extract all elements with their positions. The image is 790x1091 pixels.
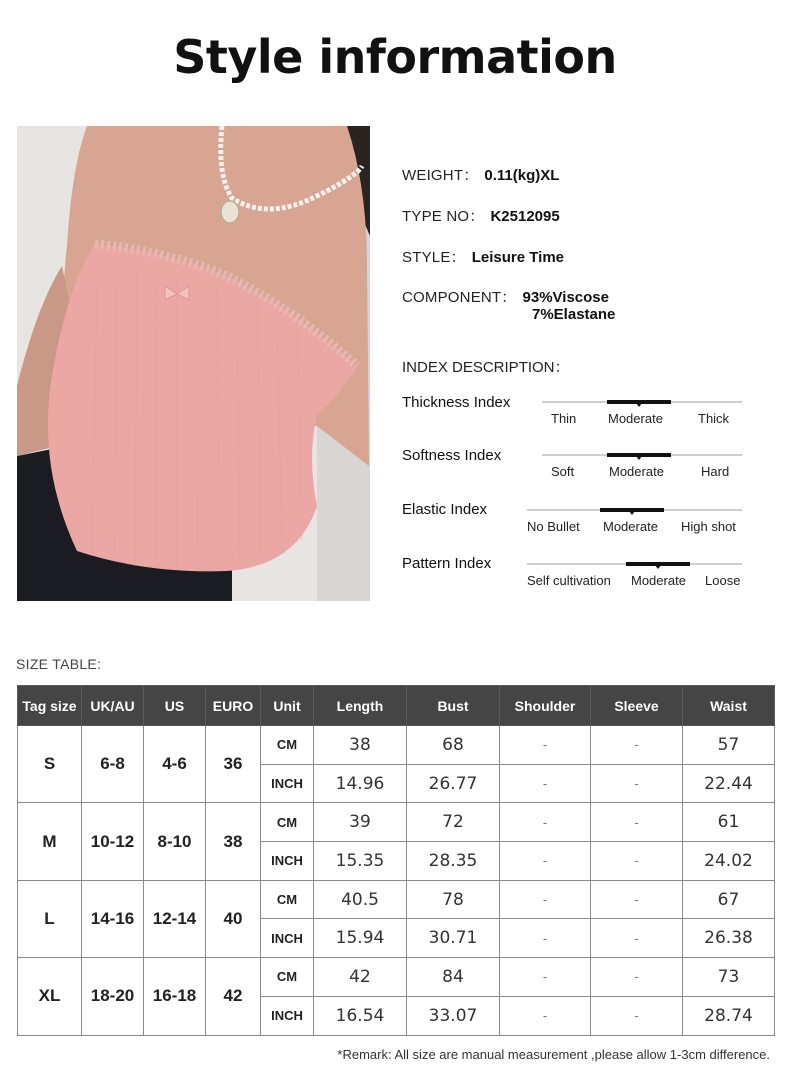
uk-au-cell: 6-8 (82, 726, 144, 803)
length-cell: 16.54 (314, 996, 407, 1035)
us-cell: 8-10 (144, 803, 206, 880)
sleeve-cell: - (591, 764, 683, 803)
index-option: Self cultivation (527, 573, 611, 588)
shoulder-cell: - (500, 996, 591, 1035)
component-label: COMPONENT： (402, 289, 517, 306)
style-row (402, 246, 564, 267)
type-value: K2512095 (490, 208, 560, 225)
bust-cell: 26.77 (407, 764, 500, 803)
size-table (17, 685, 775, 1036)
table-row (18, 880, 775, 919)
table-header-row (18, 686, 775, 726)
component-value-2: 7%Elastane (532, 306, 616, 323)
index-marker (626, 562, 690, 566)
weight-row (402, 164, 559, 185)
unit-cell: CM (261, 880, 314, 919)
page-title: Style information (173, 30, 617, 84)
type-row (402, 205, 560, 226)
component-value-1: 93%Viscose (522, 289, 609, 306)
table-row (18, 958, 775, 997)
euro-cell: 36 (206, 726, 261, 803)
sleeve-cell: - (591, 996, 683, 1035)
component-row (402, 286, 616, 323)
unit-cell: CM (261, 803, 314, 842)
waist-cell: 24.02 (683, 842, 775, 881)
index-name: Softness Index (402, 447, 502, 464)
header-euro: EURO (206, 686, 261, 726)
table-row (18, 803, 775, 842)
index-name: Thickness Index (402, 394, 511, 411)
product-photo (17, 126, 370, 601)
index-option: Loose (705, 573, 741, 588)
us-cell: 12-14 (144, 880, 206, 957)
tag-size-cell: M (18, 803, 82, 880)
sleeve-cell: - (591, 842, 683, 881)
softness-index (402, 447, 752, 487)
euro-cell: 38 (206, 803, 261, 880)
tag-size-cell: S (18, 726, 82, 803)
style-value: Leisure Time (471, 249, 564, 266)
index-option: Hard (701, 464, 730, 479)
index-option: High shot (681, 519, 736, 534)
index-marker (607, 453, 671, 457)
sleeve-cell: - (591, 803, 683, 842)
header-waist: Waist (683, 686, 775, 726)
shoulder-cell: - (500, 958, 591, 997)
shoulder-cell: - (500, 842, 591, 881)
index-marker (607, 400, 671, 404)
index-option: Soft (551, 464, 575, 479)
size-table-label: SIZE TABLE: (16, 656, 102, 672)
waist-cell: 61 (683, 803, 775, 842)
sleeve-cell: - (591, 880, 683, 919)
sleeve-cell: - (591, 726, 683, 765)
unit-cell: INCH (261, 764, 314, 803)
us-cell: 4-6 (144, 726, 206, 803)
header-shoulder: Shoulder (500, 686, 591, 726)
header-length: Length (314, 686, 407, 726)
bust-cell: 78 (407, 880, 500, 919)
waist-cell: 67 (683, 880, 775, 919)
length-cell: 38 (314, 726, 407, 765)
bust-cell: 30.71 (407, 919, 500, 958)
shoulder-cell: - (500, 919, 591, 958)
pattern-index (402, 555, 752, 595)
uk-au-cell: 18-20 (82, 958, 144, 1035)
uk-au-cell: 10-12 (82, 803, 144, 880)
length-cell: 15.35 (314, 842, 407, 881)
waist-cell: 73 (683, 958, 775, 997)
header-unit: Unit (261, 686, 314, 726)
unit-cell: CM (261, 958, 314, 997)
unit-cell: INCH (261, 842, 314, 881)
bust-cell: 72 (407, 803, 500, 842)
bust-cell: 28.35 (407, 842, 500, 881)
index-option-selected: Moderate (609, 464, 664, 479)
index-heading: INDEX DESCRIPTION： (402, 359, 570, 376)
header-tag-size: Tag size (18, 686, 82, 726)
index-option: Thick (698, 411, 730, 426)
index-option: Thin (551, 411, 577, 426)
bust-cell: 68 (407, 726, 500, 765)
euro-cell: 40 (206, 880, 261, 957)
index-option-selected: Moderate (603, 519, 658, 534)
shoulder-cell: - (500, 764, 591, 803)
header-us: US (144, 686, 206, 726)
sleeve-cell: - (591, 958, 683, 997)
elastic-index (402, 501, 752, 541)
table-row (18, 726, 775, 765)
length-cell: 42 (314, 958, 407, 997)
length-cell: 15.94 (314, 919, 407, 958)
header-bust: Bust (407, 686, 500, 726)
waist-cell: 57 (683, 726, 775, 765)
index-option: No Bullet (527, 519, 580, 534)
index-name: Elastic Index (402, 501, 488, 518)
shoulder-cell: - (500, 726, 591, 765)
sleeve-cell: - (591, 919, 683, 958)
uk-au-cell: 14-16 (82, 880, 144, 957)
shoulder-cell: - (500, 803, 591, 842)
waist-cell: 22.44 (683, 764, 775, 803)
index-option-selected: Moderate (631, 573, 686, 588)
index-marker (600, 508, 664, 512)
tag-size-cell: XL (18, 958, 82, 1035)
index-name: Pattern Index (402, 555, 492, 572)
euro-cell: 42 (206, 958, 261, 1035)
header-sleeve: Sleeve (591, 686, 683, 726)
thickness-index (402, 394, 752, 434)
bust-cell: 33.07 (407, 996, 500, 1035)
unit-cell: INCH (261, 996, 314, 1035)
index-option-selected: Moderate (608, 411, 663, 426)
waist-cell: 26.38 (683, 919, 775, 958)
unit-cell: CM (261, 726, 314, 765)
tag-size-cell: L (18, 880, 82, 957)
unit-cell: INCH (261, 919, 314, 958)
length-cell: 40.5 (314, 880, 407, 919)
header-uk-au: UK/AU (82, 686, 144, 726)
length-cell: 39 (314, 803, 407, 842)
style-label: STYLE： (402, 249, 466, 266)
waist-cell: 28.74 (683, 996, 775, 1035)
bust-cell: 84 (407, 958, 500, 997)
us-cell: 16-18 (144, 958, 206, 1035)
shoulder-cell: - (500, 880, 591, 919)
length-cell: 14.96 (314, 764, 407, 803)
type-label: TYPE NO： (402, 208, 485, 225)
remark-note: *Remark: All size are manual measurement ,please allow 1-3cm difference. (337, 1047, 770, 1062)
weight-value: 0.11(kg)XL (484, 167, 560, 184)
weight-label: WEIGHT： (402, 167, 479, 184)
